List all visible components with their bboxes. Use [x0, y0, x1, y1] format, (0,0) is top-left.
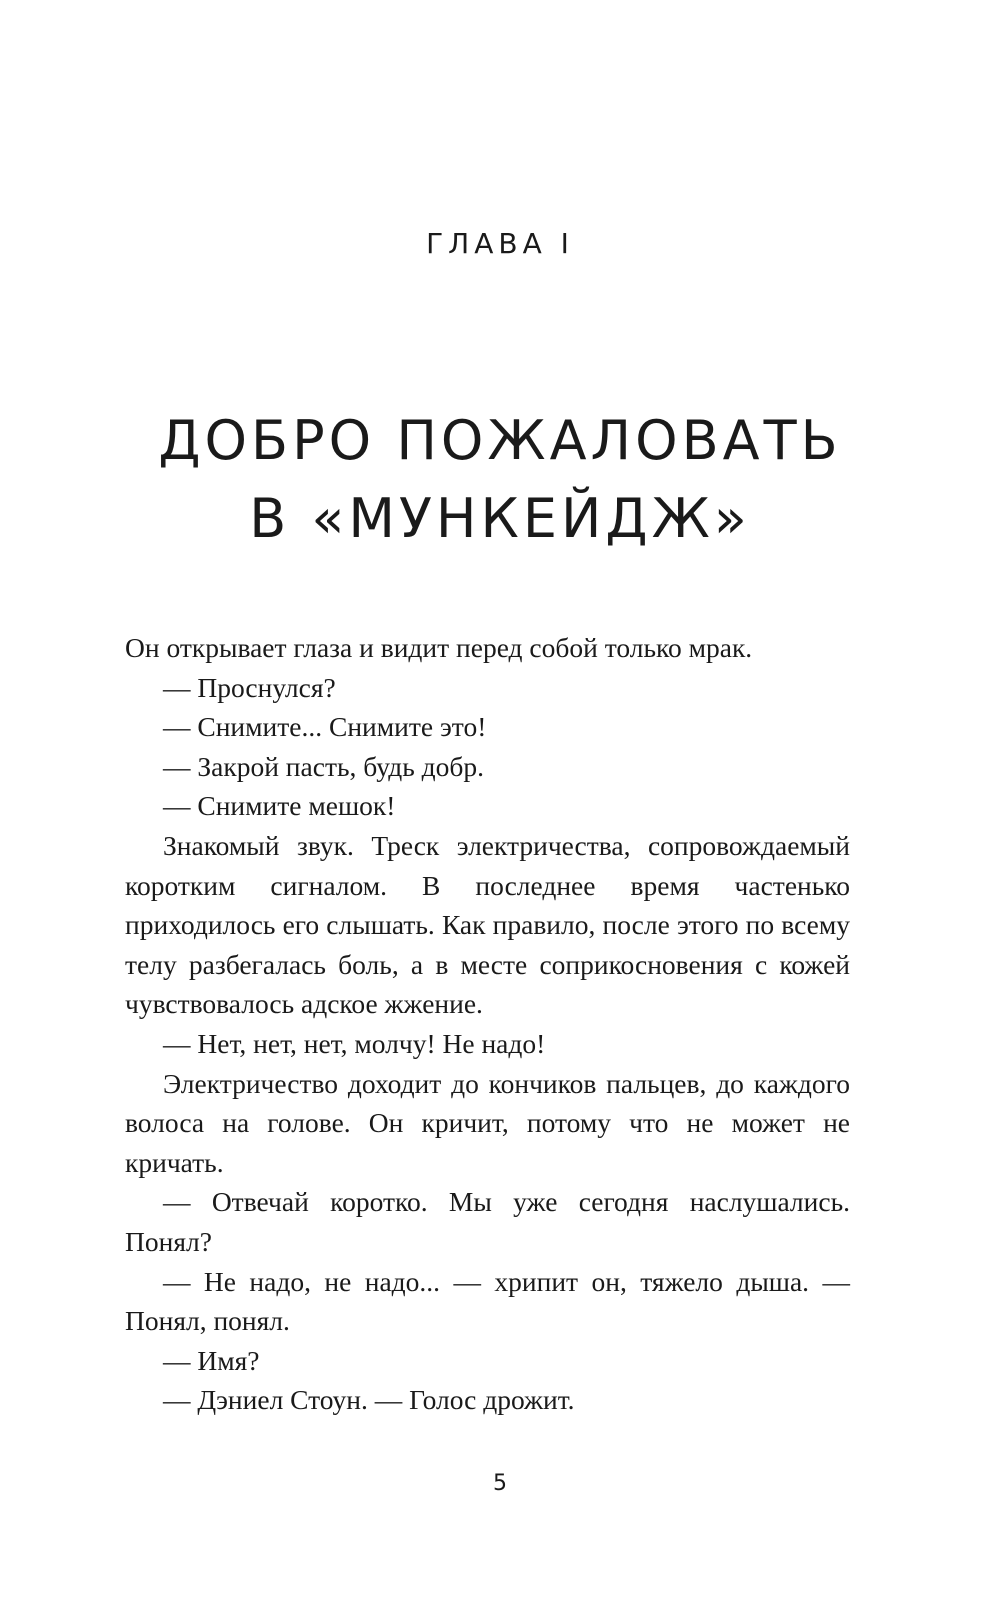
paragraph: — Снимите... Снимите это!: [163, 711, 487, 743]
chapter-title-line-2: В «МУНКЕЙДЖ»: [249, 487, 751, 550]
paragraph: — Снимите мешок!: [163, 790, 396, 822]
chapter-title: [0, 402, 1000, 558]
paragraph: — Дэниел Стоун. — Голос дрожит.: [163, 1384, 575, 1416]
paragraph: — Нет, нет, нет, молчу! Не надо!: [163, 1027, 546, 1059]
paragraph: Знакомый звук. Треск электричества, сопровождаемый коротким сигналом. В последнее время частенько приходилось его слышать. Как правило, после этого по всему телу разбегалась боль, а в месте соприкосновения с кожей чувствовалось адское жжение.: [125, 829, 850, 1020]
paragraph: Электричество доходит до кончиков пальцев, до каждого волоса на голове. Он кричит, потому что не может не кричать.: [125, 1067, 850, 1178]
chapter-title-line-1: ДОБРО ПОЖАЛОВАТЬ: [158, 409, 842, 472]
body-text: [125, 628, 850, 1420]
paragraph: — Имя?: [163, 1344, 260, 1376]
paragraph: — Отвечай коротко. Мы уже сегодня наслушались. Понял?: [125, 1186, 850, 1257]
chapter-label: ГЛАВА I: [426, 227, 574, 260]
paragraph: — Не надо, не надо... — хрипит он, тяжело дыша. — Понял, понял.: [125, 1265, 850, 1337]
paragraph: Он открывает глаза и видит перед собой только мрак.: [125, 632, 753, 663]
page-number: 5: [493, 1471, 507, 1496]
paragraph: — Проснулся?: [163, 671, 336, 703]
paragraph: — Закрой пасть, будь добр.: [163, 750, 484, 782]
